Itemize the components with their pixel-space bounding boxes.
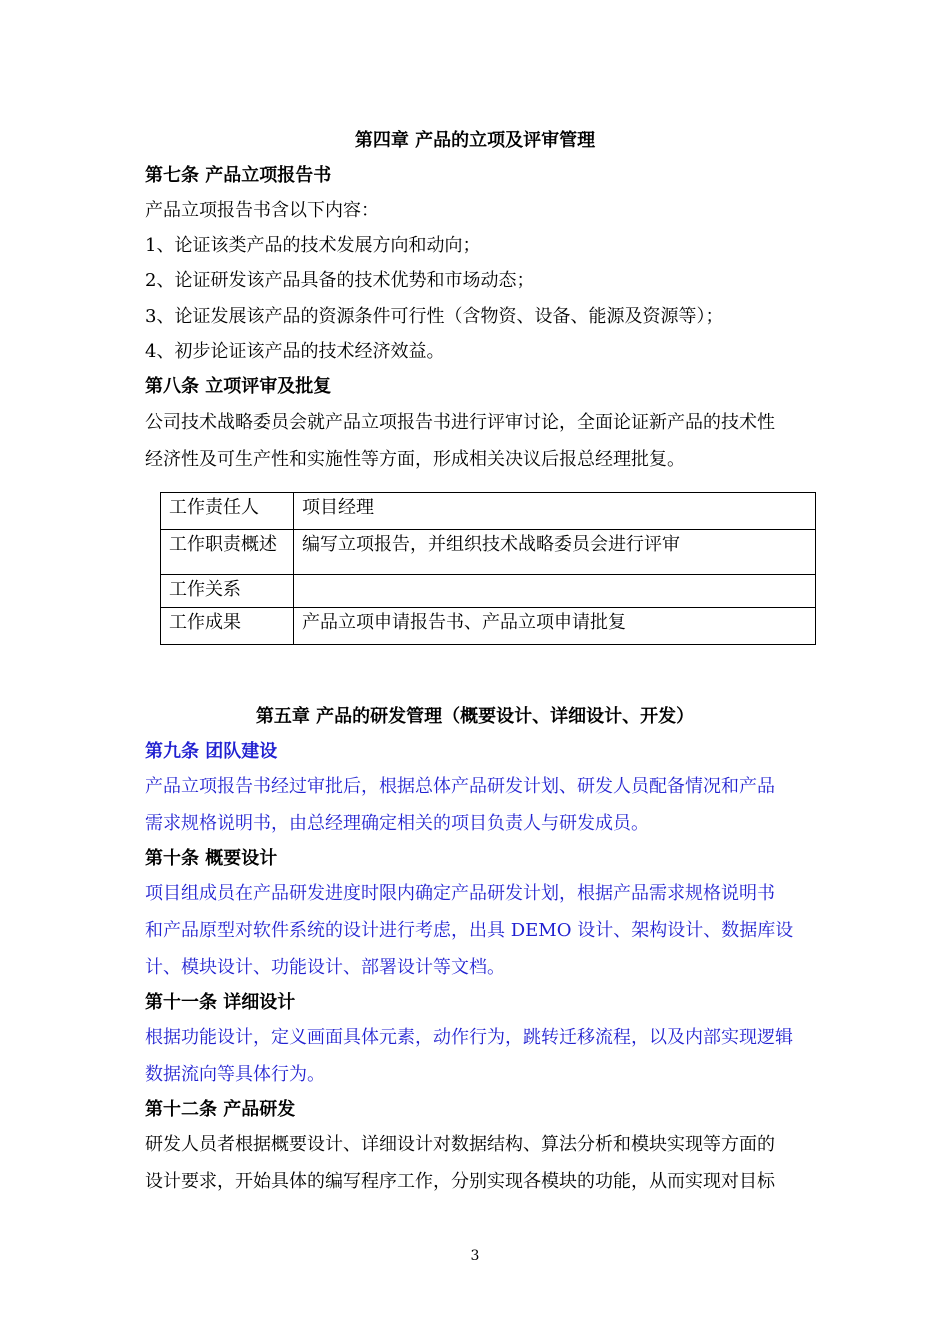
table-key-cell: 工作职责概述 <box>161 530 294 575</box>
table-value-cell: 编写立项报告，并组织技术战略委员会进行评审 <box>294 530 816 575</box>
table-row <box>161 575 816 608</box>
article-12-title: 第十二条 产品研发 <box>145 1099 296 1120</box>
article-11-line: 根据功能设计，定义画面具体元素，动作行为，跳转迁移流程，以及内部实现逻辑 <box>145 1027 793 1048</box>
article-10-line: 和产品原型对软件系统的设计进行考虑，出具 DEMO 设计、架构设计、数据库设 <box>145 920 794 941</box>
article-10-title: 第十条 概要设计 <box>145 848 278 869</box>
chapter-5-title: 第五章 产品的研发管理（概要设计、详细设计、开发） <box>255 706 695 727</box>
article-10-line: 项目组成员在产品研发进度时限内确定产品研发计划，根据产品需求规格说明书 <box>145 883 775 904</box>
article-12-line: 研发人员者根据概要设计、详细设计对数据结构、算法分析和模块实现等方面的 <box>145 1134 775 1155</box>
article-8-title: 第八条 立项评审及批复 <box>145 376 332 397</box>
article-7-item: 1、论证该类产品的技术发展方向和动向； <box>145 235 481 256</box>
article-7-item: 2、论证研发该产品具备的技术优势和市场动态； <box>145 270 535 291</box>
article-7-item: 3、论证发展该产品的资源条件可行性（含物资、设备、能源及资源等）； <box>145 306 724 327</box>
article-8-line: 公司技术战略委员会就产品立项报告书进行评审讨论，全面论证新产品的技术性 <box>145 412 775 433</box>
article-8-line: 经济性及可生产性和实施性等方面，形成相关决议后报总经理批复。 <box>145 449 685 470</box>
article-9-line: 产品立项报告书经过审批后，根据总体产品研发计划、研发人员配备情况和产品 <box>145 776 775 797</box>
article-7-item: 4、初步论证该产品的技术经济效益。 <box>145 341 445 362</box>
responsibility-table <box>160 492 816 645</box>
article-9-title: 第九条 团队建设 <box>145 741 278 762</box>
table-row <box>161 493 816 530</box>
article-12-line: 设计要求，开始具体的编写程序工作，分别实现各模块的功能，从而实现对目标 <box>145 1171 775 1192</box>
table-value-cell: 项目经理 <box>294 493 816 530</box>
article-7-title: 第七条 产品立项报告书 <box>145 165 332 186</box>
article-10-line: 计、模块设计、功能设计、部署设计等文档。 <box>145 957 505 978</box>
table-key-cell: 工作责任人 <box>161 493 294 530</box>
table-key-cell: 工作成果 <box>161 608 294 645</box>
page-number: 3 <box>470 1248 480 1264</box>
table-value-cell: 产品立项申请报告书、产品立项申请批复 <box>294 608 816 645</box>
table-row <box>161 530 816 575</box>
table-row <box>161 608 816 645</box>
chapter-4-title: 第四章 产品的立项及评审管理 <box>354 130 596 151</box>
article-7-intro: 产品立项报告书含以下内容： <box>145 200 379 221</box>
table-key-cell: 工作关系 <box>161 575 294 608</box>
article-11-title: 第十一条 详细设计 <box>145 992 296 1013</box>
article-11-line: 数据流向等具体行为。 <box>145 1064 325 1085</box>
table-value-cell <box>294 575 816 608</box>
article-9-line: 需求规格说明书，由总经理确定相关的项目负责人与研发成员。 <box>145 813 649 834</box>
